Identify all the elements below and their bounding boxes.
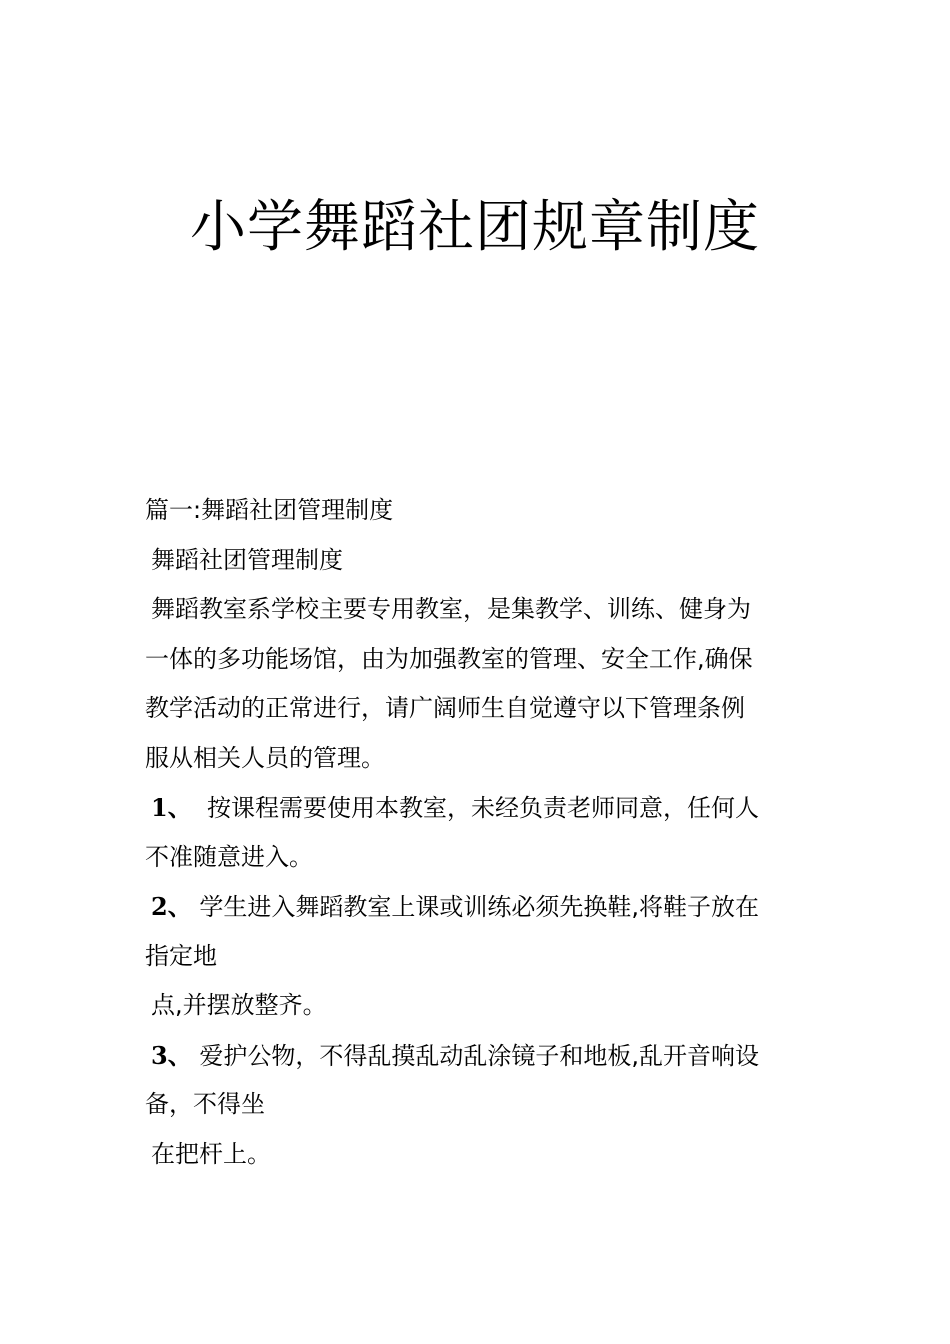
rule-3-line	[145, 1031, 810, 1081]
section-heading: 篇一:舞蹈社团管理制度	[145, 496, 394, 524]
rule-2-number: 2、	[151, 892, 192, 921]
intro-line: 服从相关人员的管理。	[145, 743, 385, 772]
rule-2-continuation: 点,并摆放整齐。	[151, 991, 327, 1019]
rule-3-number: 3、	[151, 1040, 192, 1070]
document-body	[145, 486, 810, 1179]
rule-1-continuation: 不准随意进入。	[145, 842, 313, 871]
rule-3-continuation: 在把杆上。	[151, 1139, 271, 1168]
intro-line: 教学活动的正常进行，请广阔师生自觉遵守以下管理条例	[145, 694, 745, 722]
intro-line: 一体的多功能场馆，由为加强教室的管理、安全工作,确保	[145, 644, 753, 673]
rule-1-number: 1、	[151, 793, 192, 822]
subheading: 舞蹈社团管理制度	[151, 545, 343, 574]
rule-2-continuation: 指定地	[145, 941, 217, 970]
rule-1-line	[145, 783, 810, 833]
rule-2-line	[145, 882, 810, 932]
rule-2-text: 学生进入舞蹈教室上课或训练必须先换鞋,将鞋子放在	[199, 893, 759, 921]
rule-3-continuation: 备，不得坐	[145, 1090, 265, 1118]
rule-3-text: 爱护公物，不得乱摸乱动乱涂镜子和地板,乱开音响设	[199, 1041, 759, 1070]
rule-1-text: 按课程需要使用本教室，未经负责老师同意，任何人	[206, 794, 759, 822]
document-title: 小学舞蹈社团规章制度	[190, 194, 760, 260]
intro-line: 舞蹈教室系学校主要专用教室，是集教学、训练、健身为	[151, 595, 751, 623]
